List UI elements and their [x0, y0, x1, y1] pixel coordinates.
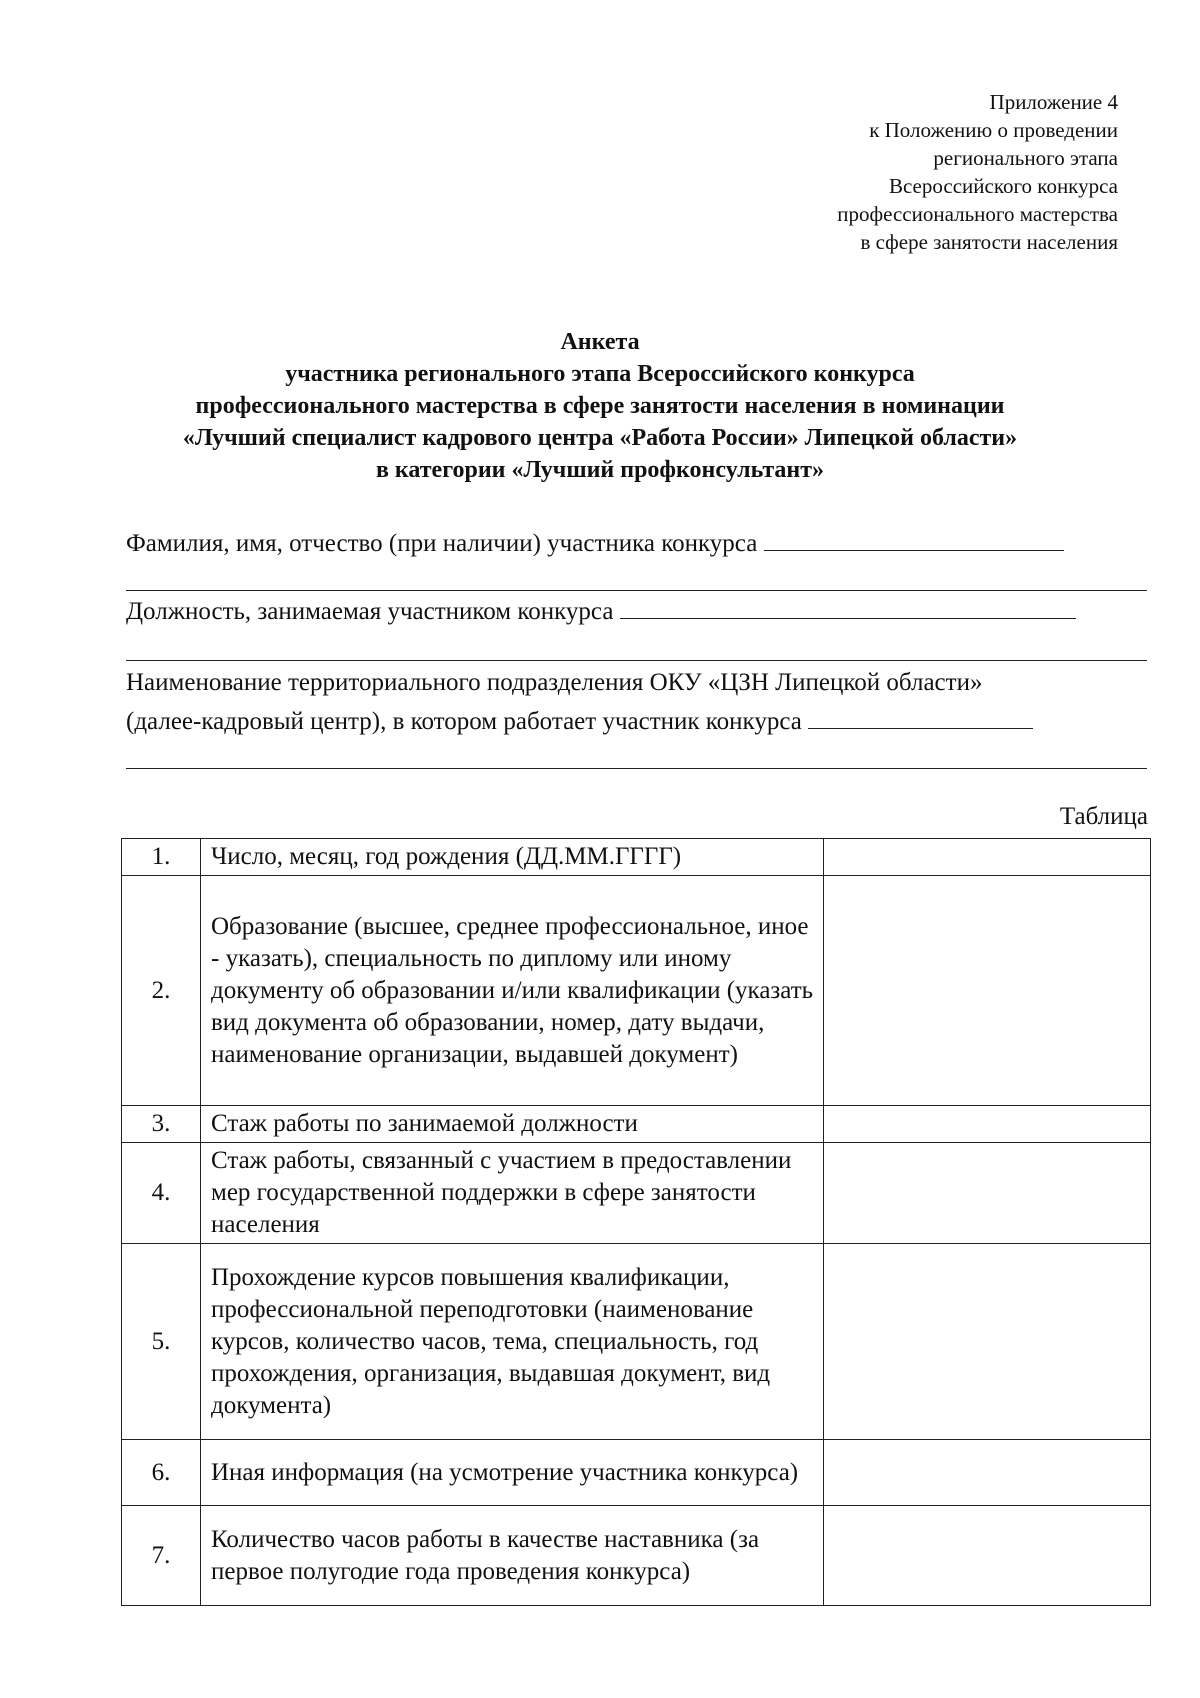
title-line: участника регионального этапа Всероссийского конкурса: [285, 361, 915, 387]
table-row: [122, 1106, 1151, 1143]
table-row: [122, 1440, 1151, 1506]
row-number: 2.: [122, 876, 201, 1106]
row-answer-cell[interactable]: [824, 876, 1151, 1106]
full-name-field: [126, 528, 1064, 559]
row-answer-cell[interactable]: [824, 1440, 1151, 1506]
row-answer-cell[interactable]: [824, 1506, 1151, 1606]
full-name-label: Фамилия, имя, отчество (при наличии) участника конкурса: [126, 530, 758, 557]
full-name-continuation-line[interactable]: [126, 590, 1147, 591]
row-description: Стаж работы, связанный с участием в предоставлении мер государственной поддержки в сфере занятости населения: [201, 1143, 824, 1244]
division-continuation-line[interactable]: [126, 768, 1147, 769]
row-number: 3.: [122, 1106, 201, 1143]
row-number: 1.: [122, 839, 201, 876]
table-row: [122, 1506, 1151, 1606]
table-row: [122, 1244, 1151, 1440]
row-answer-cell[interactable]: [824, 1143, 1151, 1244]
row-description: Прохождение курсов повышения квалификации, профессиональной переподготовки (наименование курсов, количество часов, тема, специальность, год прохождения, организация, выдавшая документ, вид документа): [201, 1244, 824, 1440]
title-line: профессионального мастерства в сфере занятости населения в номинации: [195, 393, 1005, 419]
row-description: Количество часов работы в качестве наставника (за первое полугодие года проведения конкурса): [201, 1506, 824, 1606]
full-name-blank[interactable]: [764, 528, 1064, 551]
row-description: Иная информация (на усмотрение участника конкурса): [201, 1440, 824, 1506]
appendix-line: Приложение 4: [989, 90, 1118, 114]
appendix-line: в сфере занятости населения: [860, 230, 1118, 254]
row-number: 5.: [122, 1244, 201, 1440]
row-description: Число, месяц, год рождения (ДД.ММ.ГГГГ): [201, 839, 824, 876]
table-caption: Таблица: [1059, 803, 1148, 830]
row-answer-cell[interactable]: [824, 839, 1151, 876]
position-field: [126, 596, 1076, 627]
row-number: 4.: [122, 1143, 201, 1244]
division-field: [126, 706, 1033, 737]
row-number: 7.: [122, 1506, 201, 1606]
appendix-note: [837, 88, 1118, 256]
division-label-line2: (далее-кадровый центр), в котором работает участник конкурса: [126, 708, 802, 735]
row-description: Стаж работы по занимаемой должности: [201, 1106, 824, 1143]
questionnaire-table: [121, 838, 1151, 1606]
appendix-line: к Положению о проведении: [869, 118, 1118, 142]
row-number: 6.: [122, 1440, 201, 1506]
division-label-line1: Наименование территориального подразделения ОКУ «ЦЗН Липецкой области»: [126, 669, 983, 696]
table-row: [122, 1143, 1151, 1244]
row-answer-cell[interactable]: [824, 1244, 1151, 1440]
appendix-line: регионального этапа: [933, 146, 1118, 170]
table-row: [122, 876, 1151, 1106]
document-title: [60, 326, 1140, 486]
position-label: Должность, занимаемая участником конкурса: [126, 598, 614, 625]
row-answer-cell[interactable]: [824, 1106, 1151, 1143]
position-blank[interactable]: [620, 596, 1076, 619]
title-line: в категории «Лучший профконсультант»: [375, 457, 825, 483]
table-row: [122, 839, 1151, 876]
division-blank[interactable]: [808, 706, 1033, 729]
appendix-line: профессионального мастерства: [837, 202, 1118, 226]
position-continuation-line[interactable]: [126, 660, 1147, 661]
title-line: Анкета: [560, 329, 640, 355]
appendix-line: Всероссийского конкурса: [888, 174, 1118, 198]
title-line: «Лучший специалист кадрового центра «Работа России» Липецкой области»: [182, 425, 1018, 451]
row-description: Образование (высшее, среднее профессиональное, иное - указать), специальность по диплому или иному документу об образовании и/или квалификации (указать вид документа об образовании, номер, дату выдачи, наименование организации, выдавшей документ): [201, 876, 824, 1106]
